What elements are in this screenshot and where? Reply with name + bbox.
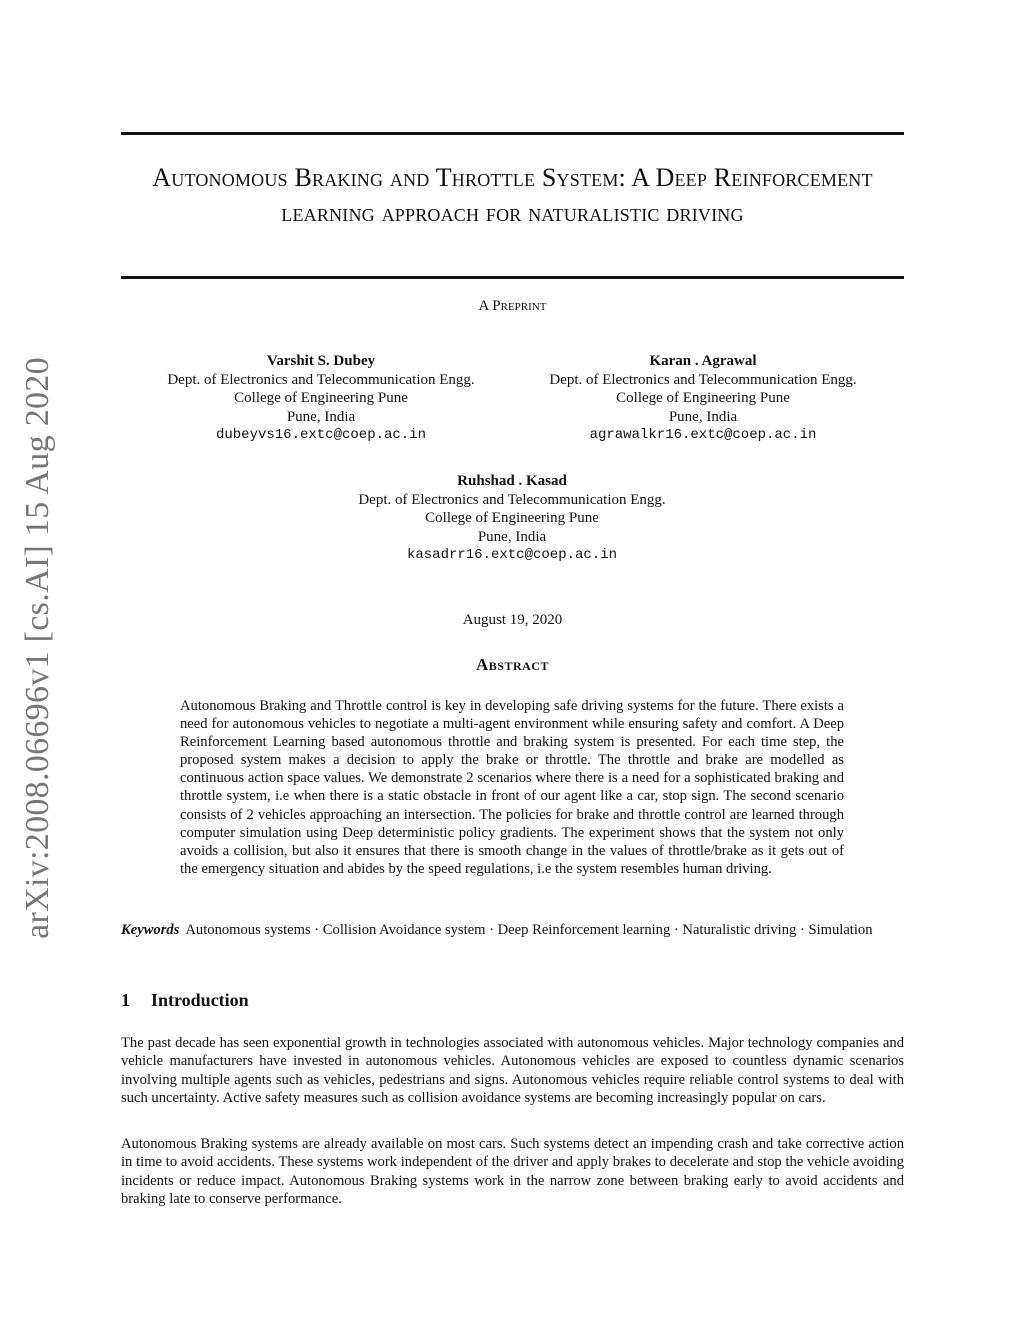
author-location: Pune, India bbox=[286, 408, 356, 425]
author-department: Dept. of Electronics and Telecommunication Engg. bbox=[167, 371, 475, 388]
arxiv-identifier-stamp: arXiv:2008.06696v1 [cs.AI] 15 Aug 2020 bbox=[19, 357, 56, 939]
author-location: Pune, India bbox=[668, 408, 738, 425]
abstract-heading: Abstract bbox=[476, 655, 549, 674]
author-college: College of Engineering Pune bbox=[616, 390, 790, 406]
title-bottom-rule bbox=[121, 276, 904, 279]
keywords-label: Keywords bbox=[121, 922, 180, 938]
author-email: kasadrr16.extc@coep.ac.in bbox=[406, 547, 618, 563]
author-block bbox=[312, 472, 712, 565]
section-title: Introduction bbox=[151, 990, 249, 1010]
paper-date: August 19, 2020 bbox=[462, 612, 563, 628]
author-email: agrawalkr16.extc@coep.ac.in bbox=[589, 427, 817, 443]
section-heading bbox=[121, 990, 249, 1011]
author-name: Varshit S. Dubey bbox=[266, 353, 376, 369]
author-college: College of Engineering Pune bbox=[234, 390, 408, 406]
abstract-text: Autonomous Braking and Throttle control is key in developing safe driving systems for the future. There exists a need for autonomous vehicles to negotiate a multi-agent environment while ensuring safety and comfort. A Deep Reinforcement Learning based autonomous throttle and braking system is presented. For each time step, the proposed system makes a decision to apply the brake or throttle. The throttle and brake are modelled as continuous action space values. We demonstrate 2 scenarios where there is a need for a sophisticated braking and throttle system, i.e when there is a static obstacle in front of our agent like a car, stop sign. The second scenario consists of 2 vehicles approaching an intersection. The policies for brake and throttle control are learned through computer simulation using Deep deterministic policy gradients. The experiment shows that the system not only avoids a collision, but also it ensures that there is smooth change in the values of throttle/brake as it gets out of the emergency situation and abides by the speed regulations, i.e the system resembles human driving. bbox=[180, 698, 844, 877]
author-department: Dept. of Electronics and Telecommunication Engg. bbox=[358, 491, 666, 508]
author-name: Ruhshad . Kasad bbox=[457, 473, 567, 489]
author-college: College of Engineering Pune bbox=[425, 510, 599, 526]
body-paragraph: Autonomous Braking systems are already available on most cars. Such systems detect an impending crash and take corrective action in time to avoid accidents. These systems work independent of the driver and apply brakes to decelerate and stop the vehicle avoiding incidents or reduce impact. Autonomous Braking systems work in the narrow zone between braking early to avoid accidents and braking late to conserve performance. bbox=[121, 1136, 904, 1208]
title-top-rule bbox=[121, 132, 904, 135]
keywords-text: Autonomous systems · Collision Avoidance system · Deep Reinforcement learning · Naturalistic driving · Simulation bbox=[185, 922, 873, 938]
author-name: Karan . Agrawal bbox=[649, 353, 757, 369]
preprint-label: A Preprint bbox=[478, 298, 547, 314]
keywords-line bbox=[121, 921, 904, 940]
author-email: dubeyvs16.extc@coep.ac.in bbox=[215, 427, 427, 443]
author-location: Pune, India bbox=[477, 528, 547, 545]
section-number: 1 bbox=[121, 990, 130, 1010]
paper-title: Autonomous Braking and Throttle System: A Deep Reinforcement learning approach for naturalistic driving bbox=[152, 163, 873, 227]
body-paragraph: The past decade has seen exponential growth in technologies associated with autonomous vehicles. Major technology companies and vehicle manufacturers have invested in autonomous vehicles. Autonomous vehicles are exposed to countless dynamic scenarios involving multiple agents such as vehicles, pedestrians and signs. Autonomous vehicles require reliable control systems to deal with such uncertainty. Active safety measures such as collision avoidance systems are becoming increasingly popular on cars. bbox=[121, 1035, 904, 1107]
author-block bbox=[503, 352, 903, 445]
author-department: Dept. of Electronics and Telecommunication Engg. bbox=[549, 371, 857, 388]
author-block bbox=[121, 352, 521, 445]
